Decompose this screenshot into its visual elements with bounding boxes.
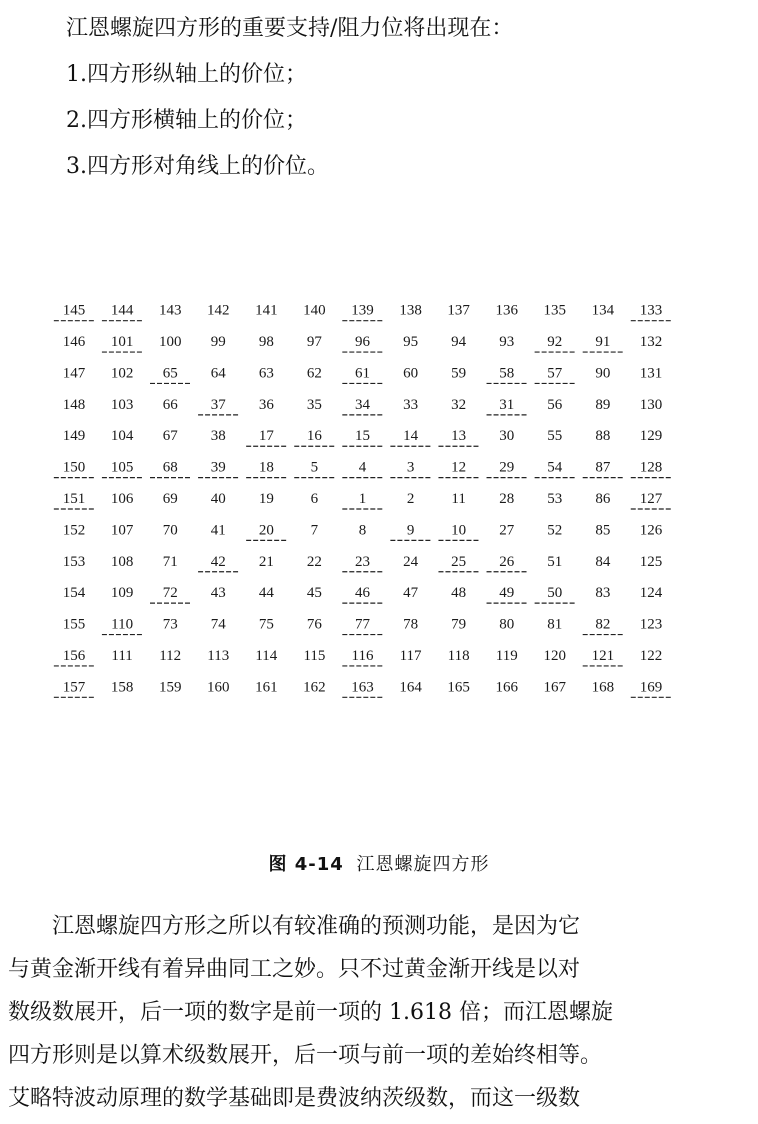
grid-cell-value: 38	[210, 428, 226, 445]
grid-cell-value: 165	[447, 679, 470, 696]
grid-cell-value: 169	[639, 679, 663, 696]
grid-cell-value: 9	[406, 522, 415, 539]
grid-cell-value: 62	[306, 365, 322, 382]
grid-cell-value: 107	[110, 522, 134, 539]
grid-cell-value: 86	[595, 491, 611, 507]
grid-cell-value: 26	[499, 553, 515, 570]
grid-cell-value: 166	[495, 679, 518, 696]
grid-cell-value: 91	[595, 334, 611, 351]
grid-cell-value: 58	[499, 365, 515, 382]
grid-cell-value: 69	[162, 491, 178, 507]
body-line: 艾略特波动原理的数学基础即是费波纳茨级数，而这一级数	[8, 1086, 581, 1111]
grid-cell-value: 35	[306, 396, 322, 413]
grid-cell-value: 131	[639, 365, 663, 382]
grid-cell-value: 11	[451, 491, 466, 507]
grid-cell-value: 163	[351, 679, 374, 696]
figure-caption	[0, 850, 758, 876]
grid-cell-value: 152	[62, 522, 86, 539]
grid-cell-value: 3	[406, 459, 415, 476]
intro-heading: 江恩螺旋四方形的重要支持/阻力位将出现在：	[66, 16, 514, 41]
grid-cell-value: 22	[306, 553, 322, 570]
grid-cell-value: 92	[547, 334, 563, 351]
gann-square-grid	[50, 293, 675, 701]
grid-cell-value: 140	[303, 302, 326, 319]
grid-cell-value: 76	[306, 616, 322, 633]
grid-cell-value: 50	[547, 585, 563, 602]
grid-cell-value: 138	[399, 302, 422, 319]
grid-cell-value: 56	[547, 396, 563, 413]
grid-cell-value: 125	[639, 553, 663, 570]
grid-cell-value: 147	[62, 365, 86, 382]
grid-cell-value: 132	[639, 334, 663, 351]
grid-cell-value: 112	[159, 647, 182, 664]
grid-cell-value: 133	[639, 302, 663, 319]
grid-cell-value: 78	[403, 616, 419, 633]
grid-cell-value: 1	[358, 491, 367, 507]
grid-cell-value: 34	[355, 396, 370, 413]
grid-cell-value: 119	[495, 647, 518, 664]
grid-cell-value: 89	[595, 396, 611, 413]
grid-cell-value: 41	[210, 522, 226, 539]
grid-cell-value: 21	[258, 553, 274, 570]
grid-cell-value: 159	[158, 679, 182, 696]
grid-cell-value: 93	[499, 334, 515, 351]
grid-cell-value: 36	[258, 396, 274, 413]
grid-cell-value: 80	[499, 616, 515, 633]
grid-cell-value: 134	[591, 302, 615, 319]
grid-cell-value: 116	[351, 647, 374, 664]
grid-cell-value: 73	[162, 616, 178, 633]
grid-cell-value: 150	[62, 459, 86, 476]
grid-cell-value: 7	[310, 522, 319, 539]
grid-cell-value: 42	[210, 553, 226, 570]
grid-cell-value: 83	[595, 585, 611, 602]
grid-cell-value: 52	[547, 522, 563, 539]
grid-cell-value: 6	[310, 491, 319, 507]
grid-cell-value: 162	[303, 679, 326, 696]
grid-cell-value: 66	[162, 396, 178, 413]
grid-cell-value: 60	[403, 365, 419, 382]
grid-cell-value: 167	[543, 679, 567, 696]
grid-cell-value: 13	[451, 428, 467, 445]
grid-cell-value: 63	[258, 365, 274, 382]
grid-cell-value: 158	[110, 679, 134, 696]
grid-cell-value: 139	[351, 302, 374, 319]
grid-cell-value: 120	[543, 647, 567, 664]
grid-cell-value: 61	[355, 365, 370, 382]
grid-cell-value: 74	[210, 616, 226, 633]
grid-cell-value: 14	[403, 428, 419, 445]
grid-cell-value: 146	[62, 334, 86, 351]
grid-cell-value: 101	[110, 334, 134, 351]
grid-cell-value: 123	[639, 616, 663, 633]
grid-cell-value: 23	[355, 553, 370, 570]
grid-cell-value: 68	[162, 459, 178, 476]
grid-cell-value: 109	[110, 585, 134, 602]
grid-cell-value: 43	[210, 585, 226, 602]
grid-cell-value: 117	[399, 647, 422, 664]
grid-cell-value: 18	[258, 459, 274, 476]
body-line: 江恩螺旋四方形之所以有较准确的预测功能，是因为它	[52, 914, 581, 939]
grid-cell-value: 137	[447, 302, 470, 319]
grid-cell-value: 99	[210, 334, 226, 351]
grid-cell-value: 104	[110, 428, 134, 445]
figure-label: 图 4-14	[268, 854, 344, 875]
grid-cell-value: 160	[207, 679, 230, 696]
grid-cell-value: 57	[547, 365, 563, 382]
grid-cell-value: 129	[639, 428, 663, 445]
grid-cell-value: 49	[499, 585, 515, 602]
grid-cell-value: 27	[499, 522, 515, 539]
grid-cell-value: 45	[306, 585, 322, 602]
grid-cell-value: 85	[595, 522, 611, 539]
grid-cell-value: 113	[207, 647, 230, 664]
grid-cell-value: 127	[639, 491, 663, 507]
grid-cell-value: 79	[451, 616, 467, 633]
grid-cell-value: 54	[547, 459, 563, 476]
body-line: 与黄金渐开线有着异曲同工之妙。只不过黄金渐开线是以对	[8, 957, 581, 982]
grid-cell-value: 153	[62, 553, 86, 570]
grid-cell-value: 40	[210, 491, 226, 507]
grid-cell-value: 47	[403, 585, 419, 602]
grid-cell-value: 111	[111, 647, 133, 664]
grid-cell-value: 121	[591, 647, 615, 664]
grid-cell-value: 108	[110, 553, 134, 570]
grid-cell-value: 55	[547, 428, 563, 445]
grid-cell-value: 126	[639, 522, 663, 539]
grid-cell-value: 96	[355, 334, 370, 351]
grid-cell-value: 48	[451, 585, 467, 602]
grid-cell-value: 168	[591, 679, 615, 696]
grid-cell-value: 20	[258, 522, 274, 539]
grid-cell-value: 128	[639, 459, 663, 476]
grid-cell-value: 105	[110, 459, 134, 476]
intro-item: 1.四方形纵轴上的价位；	[66, 62, 307, 87]
grid-cell-value: 143	[158, 302, 182, 319]
intro-item: 3.四方形对角线上的价位。	[66, 154, 329, 179]
grid-cell-value: 15	[355, 428, 370, 445]
grid-cell-value: 71	[162, 553, 178, 570]
grid-cell-value: 97	[306, 334, 322, 351]
grid-cell-value: 33	[403, 396, 419, 413]
grid-cell-value: 148	[62, 396, 86, 413]
grid-cell-value: 67	[162, 428, 178, 445]
body-line: 数级数展开，后一项的数字是前一项的 1.618 倍；而江恩螺旋	[8, 1000, 613, 1025]
grid-cell-value: 87	[595, 459, 611, 476]
grid-cell-value: 124	[639, 585, 663, 602]
grid-cell-value: 94	[451, 334, 467, 351]
grid-cell-value: 144	[110, 302, 134, 319]
grid-cell-value: 64	[210, 365, 226, 382]
grid-cell-value: 81	[547, 616, 563, 633]
grid-cell-value: 136	[495, 302, 518, 319]
grid-cell-value: 157	[62, 679, 86, 696]
grid-cell-value: 31	[499, 396, 515, 413]
grid-cell-value: 103	[110, 396, 134, 413]
grid-cell-value: 141	[255, 302, 278, 319]
gann-square-figure	[50, 293, 675, 701]
grid-cell-value: 2	[406, 491, 415, 507]
grid-cell-value: 32	[451, 396, 467, 413]
grid-cell-value: 151	[62, 491, 86, 507]
grid-cell-value: 161	[255, 679, 278, 696]
grid-cell-value: 4	[358, 459, 367, 476]
body-paragraph	[8, 905, 753, 1120]
grid-cell-value: 114	[255, 647, 278, 664]
grid-cell-value: 145	[62, 302, 86, 319]
grid-cell-value: 84	[595, 553, 611, 570]
grid-cell-value: 75	[258, 616, 274, 633]
grid-cell-value: 8	[358, 522, 367, 539]
grid-cell-value: 39	[210, 459, 226, 476]
figure-title: 江恩螺旋四方形	[356, 854, 490, 875]
grid-cell-value: 37	[210, 396, 226, 413]
grid-cell-value: 44	[258, 585, 274, 602]
grid-cell-value: 19	[258, 491, 274, 507]
grid-cell-value: 28	[499, 491, 515, 507]
grid-cell-value: 16	[306, 428, 322, 445]
grid-cell-value: 65	[162, 365, 178, 382]
body-line: 四方形则是以算术级数展开，后一项与前一项的差始终相等。	[8, 1043, 603, 1068]
grid-cell-value: 98	[258, 334, 274, 351]
grid-cell-value: 118	[447, 647, 470, 664]
grid-cell-value: 12	[451, 459, 467, 476]
grid-cell-value: 5	[310, 459, 319, 476]
grid-cell-value: 106	[110, 491, 134, 507]
grid-cell-value: 110	[111, 616, 134, 633]
grid-cell-value: 25	[451, 553, 467, 570]
grid-cell-value: 29	[499, 459, 515, 476]
grid-cell-value: 164	[399, 679, 422, 696]
grid-cell-value: 102	[110, 365, 134, 382]
grid-cell-value: 72	[162, 585, 178, 602]
grid-cell-value: 122	[639, 647, 663, 664]
intro-section	[66, 6, 513, 190]
grid-cell-value: 30	[499, 428, 515, 445]
grid-cell-value: 130	[639, 396, 663, 413]
grid-cell-value: 154	[62, 585, 86, 602]
grid-cell-value: 95	[403, 334, 419, 351]
grid-cell-value: 59	[451, 365, 467, 382]
grid-cell-value: 156	[62, 647, 86, 664]
grid-cell-value: 155	[62, 616, 86, 633]
grid-cell-value: 100	[158, 334, 182, 351]
grid-cell-value: 135	[543, 302, 567, 319]
grid-cell-value: 10	[451, 522, 467, 539]
grid-cell-value: 82	[595, 616, 611, 633]
grid-cell-value: 70	[162, 522, 178, 539]
grid-cell-value: 24	[403, 553, 419, 570]
grid-cell-value: 115	[303, 647, 326, 664]
grid-cell-value: 77	[355, 616, 370, 633]
grid-cell-value: 88	[595, 428, 611, 445]
grid-cell-value: 149	[62, 428, 86, 445]
grid-cell-value: 51	[547, 553, 563, 570]
grid-cell-value: 17	[258, 428, 274, 445]
grid-cell-value: 46	[355, 585, 370, 602]
grid-cell-value: 142	[207, 302, 230, 319]
grid-cell-value: 90	[595, 365, 611, 382]
grid-cell-value: 53	[547, 491, 563, 507]
intro-item: 2.四方形横轴上的价位；	[66, 108, 307, 133]
